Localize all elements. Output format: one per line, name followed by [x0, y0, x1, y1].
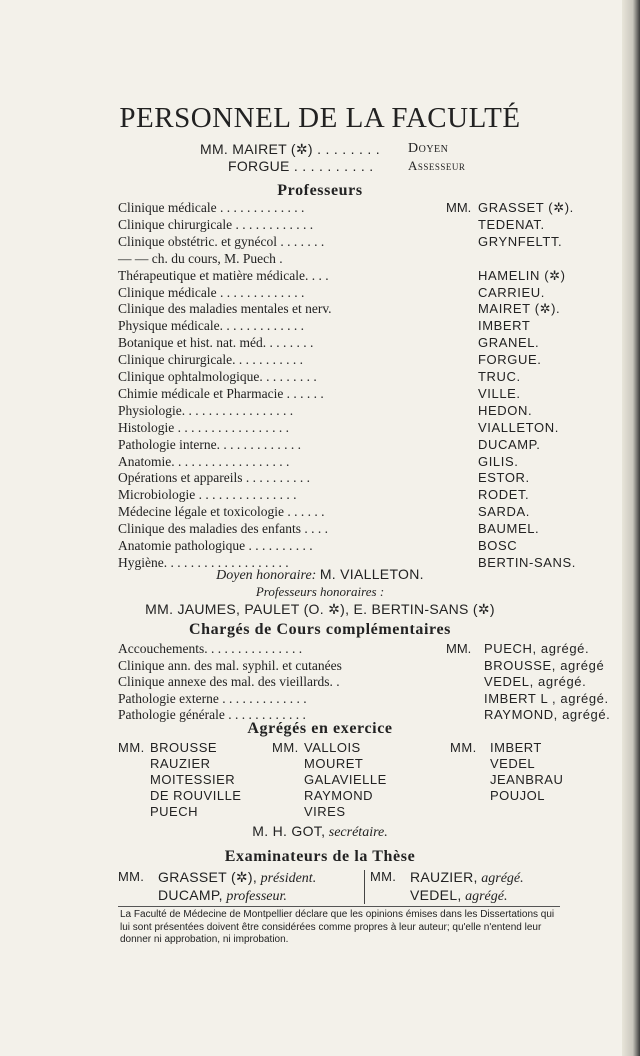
agrege-name: VALLOIS: [304, 740, 361, 755]
professeur-row: [118, 217, 558, 234]
agrege-name: JEANBRAU: [490, 772, 564, 787]
chair-label: Botanique et hist. nat. méd. . . . . . . .: [118, 335, 314, 351]
professeur-name: CARRIEU.: [478, 284, 545, 300]
chair-label: Médecine légale et toxicologie . . . . . .: [118, 504, 325, 520]
charge-name: PUECH, agrégé.: [484, 641, 590, 656]
course-label: Clinique ann. des mal. syphil. et cutanées: [118, 657, 342, 673]
agrege-name: VEDEL: [490, 756, 536, 771]
agrege-name: PUECH: [150, 804, 199, 819]
chair-label: Clinique médicale . . . . . . . . . . . . .: [118, 200, 305, 215]
footnote-rule: [118, 906, 560, 907]
professeur-row: [118, 285, 558, 302]
page-title: PERSONNEL DE LA FACULTÉ: [119, 102, 521, 134]
professeur-name: DUCAMP.: [478, 436, 541, 452]
professeur-name: MAIRET (✲).: [478, 301, 561, 317]
section-heading-examinateurs: Examinateurs de la Thèse: [224, 848, 416, 865]
chair-label: Chimie médicale et Pharmacie . . . . . .: [118, 385, 324, 401]
agrege-name: IMBERT: [490, 740, 542, 755]
chair-label: Histologie . . . . . . . . . . . . . . . . .: [118, 419, 289, 435]
professeur-name: GRYNFELTT.: [478, 233, 563, 249]
agrege-name: POUJOL: [490, 788, 546, 803]
chair-label: Clinique médicale . . . . . . . . . . . . .: [118, 284, 305, 300]
professeur-name: ESTOR.: [478, 470, 530, 486]
course-label: Pathologie générale . . . . . . . . . . . .: [118, 707, 306, 723]
section-heading-agreges: Agrégés en exercice: [247, 720, 393, 737]
officer-assessor-role: Assesseur: [408, 158, 466, 173]
professeurs-honoraires-label: Professeurs honoraires :: [255, 584, 385, 599]
professeur-row: [118, 251, 558, 268]
chair-label: Physique médicale. . . . . . . . . . . . .: [118, 318, 304, 334]
professeur-row: [118, 420, 558, 437]
professeur-name: BAUMEL.: [478, 521, 540, 537]
chair-label: Clinique obstétric. et gynécol . . . . . . .: [118, 233, 325, 249]
professeur-row: [118, 538, 558, 555]
chair-label: Pathologie interne. . . . . . . . . . . . .: [118, 436, 301, 452]
professeur-row: [118, 470, 558, 487]
professeurs-honoraires-names: MM. JAUMES, PAULET (O. ✲), E. BERTIN-SANS (✲): [145, 601, 495, 617]
examinateurs-left-prefix: MM.: [118, 869, 145, 884]
officer-assessor: FORGUE . . . . . . . . . .: [228, 158, 374, 174]
professeur-name: TEDENAT.: [478, 216, 545, 232]
professeur-name: BOSC: [478, 538, 518, 553]
examinateur-president: GRASSET (✲), président.: [158, 869, 317, 886]
professeur-row: [118, 267, 566, 285]
agrege-name: VIRES: [304, 804, 346, 819]
professeur-name: GRASSET (✲).: [478, 200, 574, 215]
secretaire: M. H. GOT, secrétaire.: [252, 823, 388, 840]
professeur-row: [118, 233, 563, 251]
professeur-row: [118, 369, 558, 386]
professeur-row: [118, 437, 558, 454]
professeur-name: FORGUE.: [478, 352, 542, 368]
professeur-row: [118, 521, 558, 538]
professeur-row: [118, 504, 558, 521]
charge-name: VEDEL, agrégé.: [484, 674, 587, 690]
faculty-disclaimer-note: La Faculté de Médecine de Montpellier déclare que les opinions émises dans les Dissertations qui lui sont présentées doivent être considérées comme propres à leur auteur; qu'elle n'entend leur donner ni approbation, ni improbation.: [120, 909, 555, 945]
professeur-row: [118, 318, 558, 335]
chair-label: Thérapeutique et matière médicale. . . .: [118, 267, 329, 283]
agreges-col-3: [490, 740, 563, 804]
agrege-name: GALAVIELLE: [304, 772, 387, 787]
professeur-name: VILLE.: [478, 385, 521, 401]
doyen-honoraire: Doyen honoraire: M. VIALLETON.: [216, 566, 424, 583]
chair-label: Opérations et appareils . . . . . . . . . .: [118, 470, 310, 486]
chair-label: Clinique chirurgicale. . . . . . . . . . .: [118, 352, 303, 368]
professeur-name: HAMELIN (✲): [478, 267, 566, 283]
professeur-name: RODET.: [478, 487, 530, 503]
professeur-row: [118, 403, 558, 420]
charge-row: [118, 641, 590, 658]
professeur-name: HEDON.: [478, 402, 533, 418]
charge-name: BROUSSE, agrégé: [484, 657, 605, 673]
chair-label: Clinique chirurgicale . . . . . . . . . . . .: [118, 216, 314, 232]
chair-label: Anatomie pathologique . . . . . . . . . .: [118, 538, 313, 553]
professeur-row: [118, 200, 574, 217]
agreges-col-3-prefix: MM.: [450, 740, 477, 755]
professeur-row: [118, 386, 558, 403]
agreges-col-2-prefix: MM.: [272, 740, 299, 755]
professeur-row: [118, 301, 561, 318]
professeur-name: VIALLETON.: [478, 419, 559, 435]
professeur-name: BERTIN-SANS.: [478, 554, 576, 570]
professeur-row: [118, 487, 558, 504]
page-edge-shadow: [622, 0, 640, 1056]
chair-label: Microbiologie . . . . . . . . . . . . . . .: [118, 487, 297, 503]
section-heading-professeurs: Professeurs: [277, 182, 363, 199]
chair-label: Clinique ophtalmologique. . . . . . . . .: [118, 369, 317, 384]
course-label: Accouchements. . . . . . . . . . . . . . .: [118, 641, 303, 656]
examinateur-agrege-2: VEDEL, agrégé.: [410, 887, 508, 904]
examinateurs-divider: [364, 870, 365, 904]
agreges-col-2: [304, 740, 387, 820]
officer-dean-role: Doyen: [408, 141, 449, 156]
agrege-name: BROUSSE: [150, 740, 218, 755]
agreges-col-1: [150, 740, 241, 820]
chair-label: Anatomie. . . . . . . . . . . . . . . . . .: [118, 453, 290, 469]
professeur-row: [118, 335, 558, 352]
charge-name: RAYMOND, agrégé.: [484, 707, 611, 723]
professeur-name: GRANEL.: [478, 335, 540, 351]
agrege-name: DE ROUVILLE: [150, 788, 242, 803]
chair-label: — — ch. du cours, M. Puech .: [118, 250, 283, 266]
chair-label: Clinique des maladies mentales et nerv.: [118, 301, 332, 317]
chair-label: Clinique des maladies des enfants . . . .: [118, 521, 328, 537]
charge-row: [118, 690, 609, 708]
charge-name: IMBERT L , agrégé.: [484, 690, 609, 706]
charges-prefix: MM.: [446, 641, 472, 656]
charge-row: [118, 674, 587, 691]
professeurs-prefix: MM.: [446, 200, 472, 215]
chair-label: Hygiène. . . . . . . . . . . . . . . . . . .: [118, 554, 289, 570]
professeur-name: IMBERT: [478, 318, 531, 334]
section-heading-charges: Chargés de Cours complémentaires: [189, 621, 451, 638]
examinateur-agrege-1: RAUZIER, agrégé.: [410, 869, 524, 886]
agreges-col-1-prefix: MM.: [118, 740, 145, 755]
agrege-name: RAYMOND: [304, 788, 373, 803]
agrege-name: MOITESSIER: [150, 772, 236, 787]
professeur-name: SARDA.: [478, 504, 531, 520]
course-label: Clinique annexe des mal. des vieillards. .: [118, 674, 340, 690]
professeur-row: [118, 454, 558, 471]
chair-label: Physiologie. . . . . . . . . . . . . . . . .: [118, 402, 294, 418]
professeur-row: [118, 352, 558, 369]
officer-dean: MM. MAIRET (✲) . . . . . . . .: [200, 141, 380, 157]
agrege-name: RAUZIER: [150, 756, 211, 771]
professeur-name: GILIS.: [478, 453, 519, 469]
course-label: Pathologie externe . . . . . . . . . . . . .: [118, 690, 307, 706]
examinateur-professeur: DUCAMP, professeur.: [158, 887, 287, 904]
examinateurs-right-prefix: MM.: [370, 869, 397, 884]
agrege-name: MOURET: [304, 756, 364, 771]
charge-row: [118, 657, 605, 675]
professeur-name: TRUC.: [478, 369, 521, 384]
